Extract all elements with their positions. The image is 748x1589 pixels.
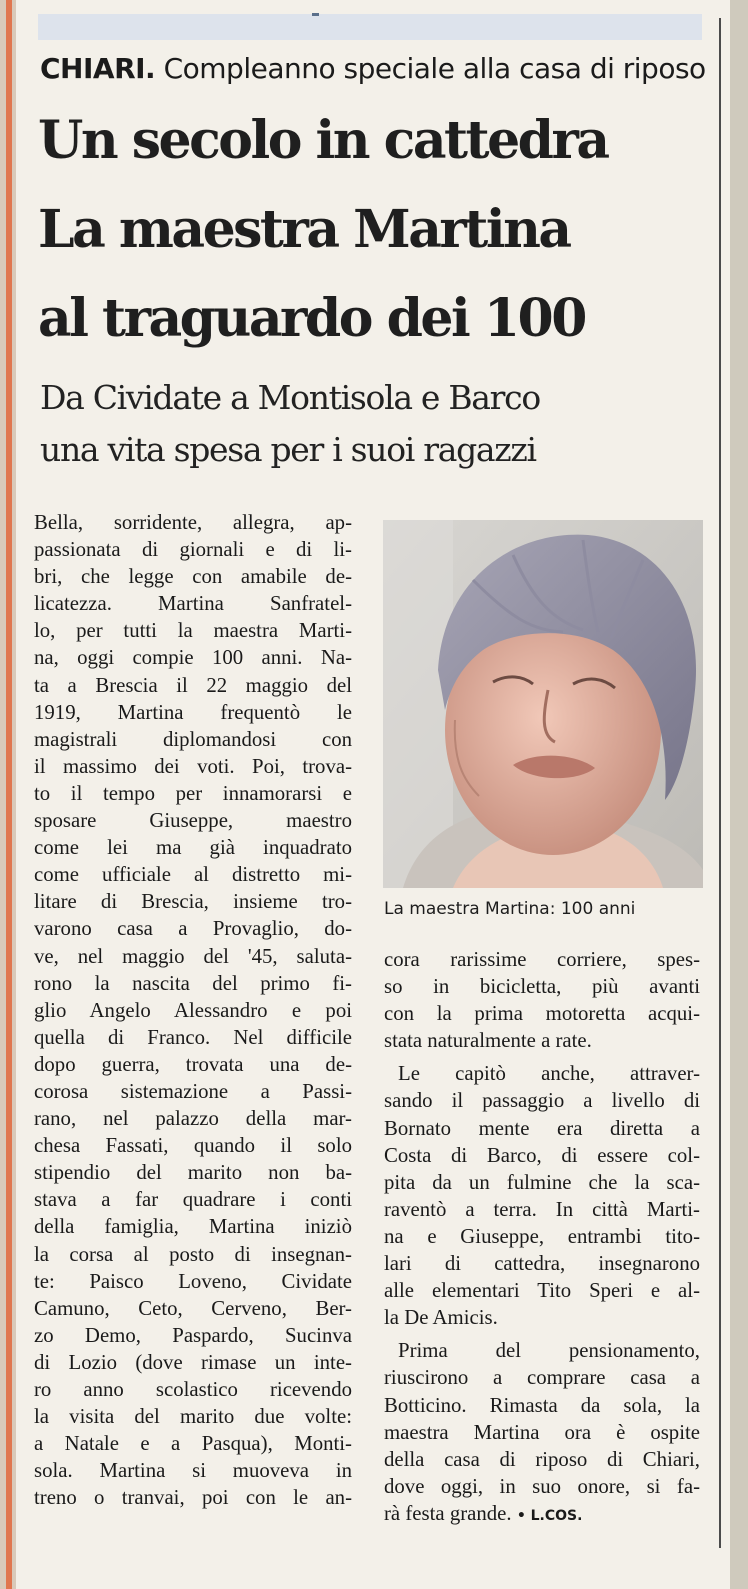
article-line: la corsa al posto di insegnan- (34, 1242, 352, 1266)
article-line: ve, nel maggio del '45, saluta- (34, 944, 352, 968)
article-line: a Natale e a Pasqua), Monti- (34, 1432, 352, 1456)
kicker (40, 51, 710, 87)
subheadline-line: Da Cividate a Montisola e Barco (40, 378, 540, 417)
article-line: raventò a terra. In città Marti- (384, 1197, 700, 1221)
article-line: di Lozio (dove rimase un inte- (34, 1350, 352, 1374)
article-line: Camuno, Ceto, Cerveno, Ber- (34, 1296, 352, 1320)
article-line: chesa Fassati, quando il solo (34, 1134, 352, 1158)
article-line: cora rarissime corriere, spes- (384, 948, 700, 971)
article-line: rono la nascita del primo fi- (34, 971, 352, 995)
article-line: licatezza. Martina Sanfratel- (34, 592, 352, 616)
headline-line: Un secolo in cattedra (38, 110, 608, 171)
page-edge-right (730, 0, 748, 1589)
article-line: la De Amicis. (384, 1306, 498, 1330)
kicker-place: CHIARI. (40, 52, 156, 85)
article-line: della casa di riposo di Chiari, (384, 1447, 700, 1471)
article-column-left (34, 509, 352, 1511)
article-line: bri, che legge con amabile de- (34, 565, 352, 589)
article-line: il massimo dei voti. Poi, trova- (34, 754, 352, 778)
article-line: treno o tranvai, poi con le an- (34, 1486, 352, 1510)
article-line: passionata di giornali e di li- (34, 538, 352, 562)
article-line: ro anno scolastico ricevendo (34, 1378, 352, 1401)
article-line: come ufficiale al distretto mi- (34, 863, 352, 887)
article-line: alle elementari Tito Speri e al- (384, 1279, 700, 1303)
article-line: 1919, Martina frequentò le (34, 700, 352, 724)
article-line: Le capitò anche, attraver- (398, 1062, 700, 1086)
article-line: la visita del marito due volte: (34, 1405, 352, 1429)
article-line: stata naturalmente a rate. (384, 1029, 592, 1053)
article-line: te: Paisco Loveno, Cividate (34, 1269, 352, 1293)
article-line: lari di cattedra, insegnarono (384, 1252, 700, 1276)
article-line: glio Angelo Alessandro e poi (34, 998, 352, 1022)
fold-mark (312, 13, 319, 16)
headline-line: al traguardo dei 100 (38, 288, 585, 349)
article-line: Prima del pensionamento, (398, 1339, 700, 1363)
article-line: litare di Brescia, insieme tro- (34, 890, 352, 914)
article-line: na e Giuseppe, entrambi tito- (384, 1224, 700, 1248)
article-line: magistrali diplomandosi con (34, 727, 352, 751)
article-line: lo, per tutti la maestra Marti- (34, 619, 352, 643)
article-line: Botticino. Rimasta da sola, la (384, 1393, 700, 1417)
article-line: riuscirono a comprare casa a (384, 1366, 700, 1390)
article-line: sposare Giuseppe, maestro (34, 809, 352, 833)
article-line: to il tempo per innamorarsi e (34, 781, 352, 805)
subheadline-line: una vita spesa per i suoi ragazzi (40, 430, 536, 469)
article-line: con la prima motoretta acqui- (384, 1002, 700, 1026)
article-column-right (384, 946, 700, 1530)
headline-line: La maestra Martina (38, 199, 570, 260)
column-rule (719, 18, 721, 1548)
article-line: zo Demo, Paspardo, Sucinva (34, 1323, 352, 1347)
article-line: sando il passaggio a livello di (384, 1089, 700, 1113)
portrait-photo (383, 520, 703, 888)
article-line: so in bicicletta, più avanti (384, 975, 700, 999)
top-color-band (38, 14, 702, 40)
orange-margin-rule (6, 0, 12, 1589)
article-line: stipendio del marito non ba- (34, 1161, 352, 1185)
article-line: maestra Martina ora è ospite (384, 1420, 700, 1444)
article-line: pita da un fulmine che la sca- (384, 1170, 700, 1194)
article-line: Costa di Barco, di essere col- (384, 1143, 700, 1167)
article-line: na, oggi compie 100 anni. Na- (34, 646, 352, 670)
kicker-topic: Compleanno speciale alla casa di riposo (163, 52, 706, 85)
article-line: rano, nel palazzo della mar- (34, 1107, 352, 1131)
author-signature: • L.COS. (516, 1507, 583, 1524)
article-line: quella di Franco. Nel difficile (34, 1025, 352, 1049)
article-line: stava a far quadrare i conti (34, 1188, 352, 1212)
article-line: sola. Martina si muoveva in (34, 1459, 352, 1483)
article-line: come lei ma già inquadrato (34, 836, 352, 860)
article-final-line (384, 1500, 700, 1530)
headline (38, 96, 718, 363)
article-line: Bella, sorridente, allegra, ap- (34, 511, 352, 534)
portrait-illustration (383, 520, 703, 888)
article-line: Bornato mente era diretta a (384, 1116, 700, 1140)
article-line: dopo guerra, trovata una de- (34, 1052, 352, 1076)
article-line: della famiglia, Martina iniziò (34, 1215, 352, 1239)
photo-caption: La maestra Martina: 100 anni (384, 899, 636, 919)
subheadline (40, 372, 720, 476)
article-line: rà festa grande. (384, 1501, 512, 1525)
article-line: dove oggi, in suo onore, si fa- (384, 1474, 700, 1498)
article-line: varono casa a Provaglio, do- (34, 917, 352, 941)
article-line: ta a Brescia il 22 maggio del (34, 673, 352, 697)
article-line: corosa sistemazione a Passi- (34, 1079, 352, 1103)
